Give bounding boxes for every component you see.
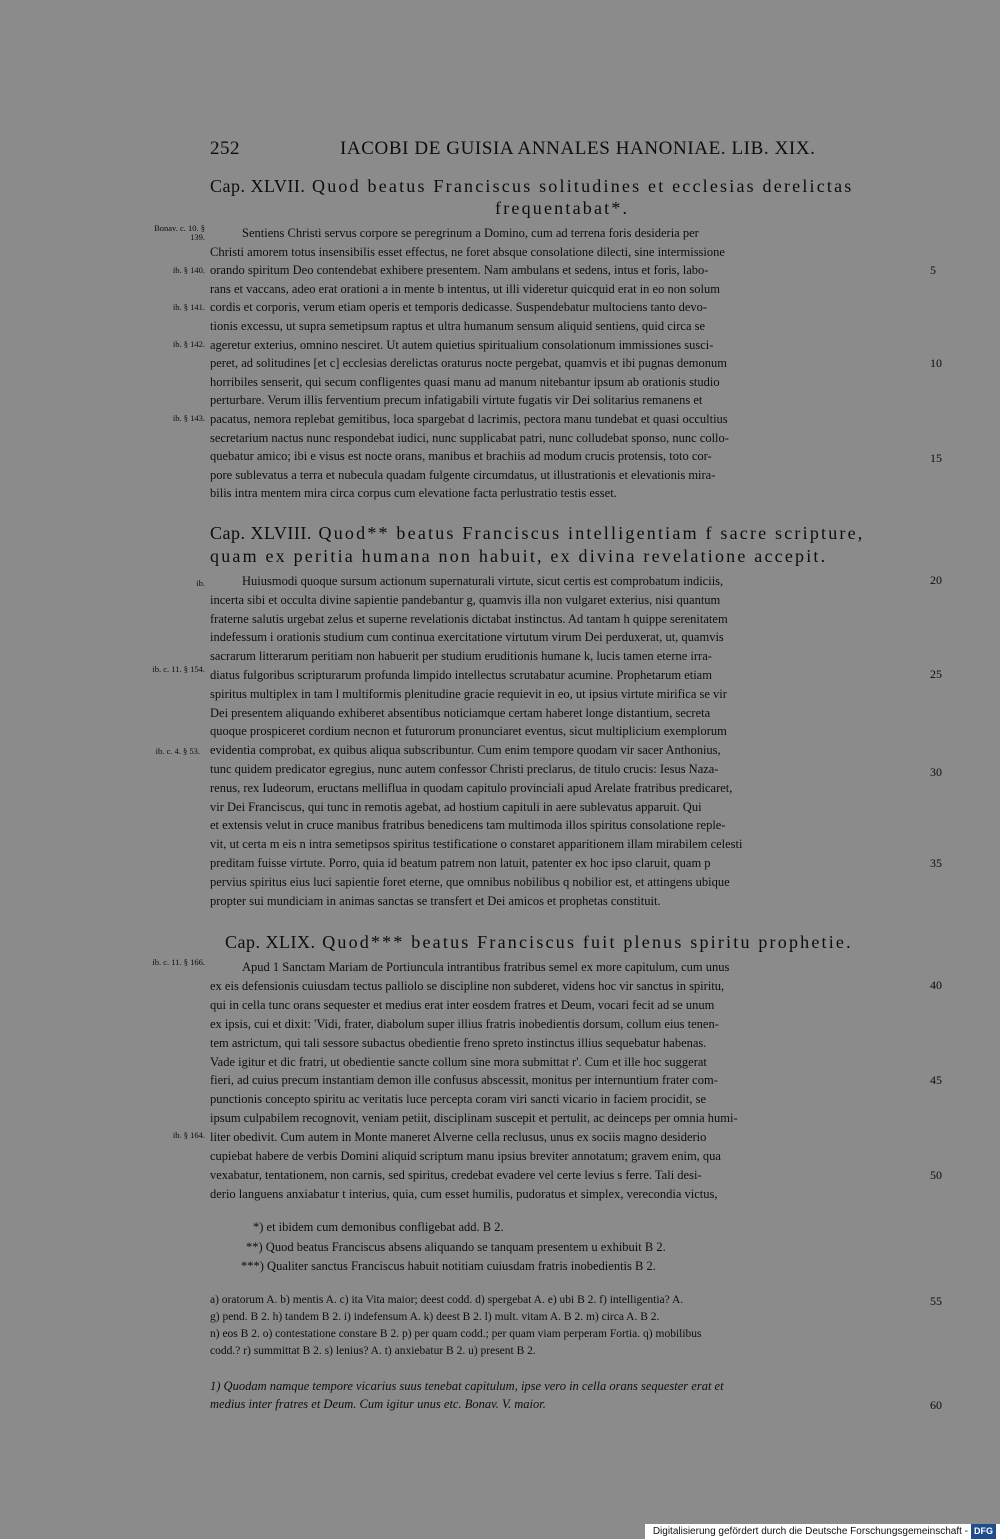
text-line: secretarium nactus nunc respondebat iudici, nunc supplicabat patri, nunc colludebat sponso, nunc collo- [210, 430, 729, 445]
line-number: 60 [930, 1398, 942, 1412]
text-line: tionis excessu, ut supra semetipsum raptus et ultra humanum sensum aliquid sentiens, quid circa se [210, 319, 706, 333]
text-line: et extensis velut in cruce manibus fratribus benedicens tam multimoda illos spiritus consolatione reple- [210, 818, 726, 833]
chapter-title: Quod** beatus Franciscus intelligentiam f sacre scripture, [318, 523, 865, 543]
text-line: horribiles senserit, qui secum confligentes quasi manu ad manum nitebantur ipsum ab orationis studio [210, 374, 720, 389]
line-number: 45 [930, 1073, 942, 1087]
text-line: qui in cella tunc orans sequester et medius erat inter eosdem fratres et Deum, vocari fecit ad se unum [210, 997, 715, 1012]
margin-reference: ib. c. 11. § 166. [152, 957, 205, 967]
text-line: Vade igitur et dic fratri, ut obedientie sancte collum sine mora submittat r'. Cum et ille hoc suggerat [210, 1054, 707, 1069]
chapter-heading-49 [225, 932, 853, 953]
text-line: quebatur amico; ibi e visus est nocte orans, manibus et brachiis ad modum crucis protensis, toto cor- [210, 449, 712, 464]
line-number: 35 [930, 856, 942, 870]
text-line: evidentia comprobat, ex quibus aliqua subscribuntur. Cum enim tempore quodam vir sacer Anthonius, [210, 743, 721, 758]
chapter-title-cont: quam ex peritia humana non habuit, ex divina revelatione accepit. [210, 546, 828, 566]
chapter-title: Quod beatus Franciscus solitudines et ecclesias derelictas [312, 176, 854, 196]
text-line: quoque prospiceret cordium necnon et futurorum pronunciaret eventus, sicut multiplicium exemplorum [210, 724, 727, 739]
text-line: preditam fuisse virtute. Porro, quia id beatum patrem non latuit, patenter ex hoc ipso claruit, quam p [210, 856, 711, 870]
text-line: tunc quidem predicator egregius, nunc autem confessor Christi preclarus, de titulo crucis: Iesus Naza- [210, 762, 719, 776]
text-line: vexabatur, tentationem, non carnis, sed spiritus, credebat evadere vel certe levius s ferre. Tali desi- [210, 1167, 702, 1182]
text-line: renus, rex Iudeorum, eructans melliflua in quodam capitulo provinciali apud Arelate fratribus predicaret, [210, 780, 733, 795]
line-number: 5 [930, 263, 936, 277]
text-line: indefessum i orationis studium cum continua exercitatione virtutum virum Dei perduxerat, ut, quamvis [210, 630, 724, 645]
running-title: IACOBI DE GUISIA ANNALES HANONIAE. LIB. XIX. [340, 138, 816, 159]
chapter-heading-48 [210, 523, 865, 544]
footnote-star: ***) Qualiter sanctus Franciscus habuit notitiam cuiusdam fratris inobedientis B 2. [241, 1259, 656, 1273]
text-line: pore sublevatus a terra et nubecula quadam fulgente circumdatus, ut illustrationis et elevationis mira- [210, 467, 716, 482]
margin-reference: ib. § 141. [172, 302, 205, 312]
text-line: pacatus, nemora replebat gemitibus, loca spargebat d lacrimis, pectora manu tundebat et quasi occultius [210, 412, 728, 426]
text-line: diatus fulgoribus scripturarum profunda limpido intellectus scrutabatur acumine. Prophetarum etiam [210, 668, 712, 682]
margin-reference: ib. c. 11. § 154. [152, 664, 205, 674]
line-number: 30 [930, 765, 942, 779]
line-number: 40 [930, 978, 942, 992]
text-line: rans et vaccans, adeo erat orationi a in mente b intentus, ut illi videretur quicquid erat in eo non solum [210, 281, 720, 296]
margin-reference: ib. [196, 578, 205, 588]
text-line: spiritus multiplex in tam l multiformis plenitudine gracie requievit in eo, ut ipsius virtute mirifica se vir [210, 686, 727, 701]
text-line: ex ipsis, cui et dixit: 'Vidi, frater, diabolum super illius fratris inobedientis dorsum, collum eius tenen- [210, 1016, 719, 1031]
text-line: vir Dei Franciscus, qui tunc in remotis agebat, ad hostium capituli in aere sublevatus apparuit. Qui [210, 799, 702, 814]
chapter-title-cont: frequentabat*. [495, 198, 630, 218]
text-line: cupiebat habere de verbis Domini aliquid scriptum manu ipsius breviter annotatum; gravem enim, qua [210, 1149, 721, 1163]
source-note: 1) Quodam namque tempore vicarius suus tenebat capitulum, ipse vero in cella orans sequester erat et [210, 1379, 724, 1393]
page-number: 252 [210, 138, 240, 159]
text-line: punctionis concepto spiritu ac veritatis luce percepta coram viri sancti vicario in faciem procidit, se [210, 1092, 706, 1107]
text-line: ageretur exterius, omnino nesciret. Ut autem quietius spiritualium consolationum immissiones susci- [210, 337, 714, 352]
text-line: Apud 1 Sanctam Mariam de Portiuncula intrantibus fratribus semel ex more capitulum, cum unus [242, 960, 730, 974]
text-line: bilis intra mentem mira circa corpus cum elevatione facta perlustratio testis esset. [210, 486, 617, 501]
footnote-star: **) Quod beatus Franciscus absens aliquando se tanquam presentem u exhibuit B 2. [246, 1240, 666, 1254]
text-line: Dei presentem aliquando exhiberet absentibus noticiamque certam haberet longe distantium, secreta [210, 705, 711, 720]
text-line: tem astrictum, qui tali sessore subactus obedientie freno spreto instinctus illius sequebatur habenas. [210, 1035, 707, 1050]
chapter-label: Cap. XLIX. [225, 932, 316, 952]
source-note: medius inter fratres et Deum. Cum igitur unus etc. Bonav. V. maior. [210, 1397, 546, 1411]
margin-reference: ib. § 140. [172, 265, 205, 275]
margin-reference: ib. § 164. [172, 1130, 205, 1140]
line-number: 20 [930, 573, 942, 587]
text-line: pervius spiritus eius luci sapientie foret eterne, que omnibus nobilibus q nobilior est, et attingens ubique [210, 874, 730, 889]
variant-line: a) oratorum A. b) mentis A. c) ita Vita maior; deest codd. d) spergebat A. e) ubi B 2. f) intelligentia? A. [210, 1294, 684, 1306]
variant-line: n) eos B 2. o) contestatione constare B 2. p) per quam codd.; per quam viam perperam Fortia. q) mobilibus [210, 1328, 702, 1340]
text-line: Huiusmodi quoque sursum actionum supernaturali virtute, sicut certis est comprobatum indiciis, [242, 574, 724, 588]
text-line: Sentiens Christi servus corpore se peregrinum a Domino, cum ad terrena foris desideria per [242, 226, 699, 240]
chapter-title: Quod*** beatus Franciscus fuit plenus spiritu prophetie. [322, 932, 853, 952]
dfg-logo: DFG [971, 1524, 996, 1539]
line-number: 25 [930, 667, 942, 681]
margin-reference: Bonav. c. 10. § 139. [154, 223, 205, 242]
line-number: 55 [930, 1294, 942, 1308]
text-line: Christi amorem totus insensibilis esset effectus, ne foret absque consolatione dilecti, sine intermissione [210, 244, 725, 259]
text-line: liter obedivit. Cum autem in Monte maneret Alverne cella reclusus, unus ex sociis magno desiderio [210, 1130, 707, 1145]
digitization-footer [645, 1524, 1000, 1539]
margin-reference: ib. § 142. [172, 339, 205, 349]
chapter-heading-47 [210, 176, 854, 197]
text-line: ipsum culpabilem recognovit, veniam petiit, disciplinam suscepit et pertulit, ac deinceps per omnia humi- [210, 1111, 738, 1126]
text-line: orando spiritum Deo contendebat exhibere presentem. Nam ambulans et sedens, intus et foris, labo- [210, 263, 709, 278]
footer-text: Digitalisierung gefördert durch die Deutsche Forschungsgemeinschaft - [652, 1526, 968, 1537]
text-line: ex eis defensionis cuiusdam tectus palliolo se disciplinе non subderet, videns hoc vir sanctus in spiritu, [210, 978, 725, 993]
chapter-label: Cap. XLVIII. [210, 523, 312, 543]
line-number: 15 [930, 451, 942, 465]
line-number: 50 [930, 1168, 942, 1182]
footnote-star: *) et ibidem cum demonibus confligebat add. B 2. [253, 1220, 504, 1234]
text-line: derio languens anxiabatur t interius, quia, cum esset humilis, pudoratus et simplex, verecondia victus, [210, 1186, 718, 1201]
margin-reference: ib. § 143. [172, 413, 205, 423]
line-number: 10 [930, 356, 942, 370]
variant-line: codd.? r) summittat B 2. s) lenius? A. t) anxiebatur B 2. u) present B 2. [210, 1345, 536, 1357]
text-line: propter sui mundiciam in animas sanctas se transfert et Dei amicos et prophetas constituit. [210, 893, 661, 908]
text-line: peret, ad solitudines [et c] ecclesias derelictas oraturus nocte pergebat, quamvis et ibi pugnas demonum [210, 356, 727, 371]
text-line: sacrarum litterarum peritiam non habuerit per studium eruditionis humane k, lucis tamen eterne irra- [210, 649, 712, 664]
text-line: vit, ut certa m eis n intra semetipsos spiritus testificatione o constaret apparitionem illam mirabilem celesti [210, 837, 743, 852]
text-line: fieri, ad cuius precum instantiam demon ille confusus abscessit, monitus per internuntium frater com- [210, 1073, 718, 1088]
text-line: perturbare. Verum illis ferventium precum infatigabili virtute fugatis vir Dei solitarius remanens et [210, 393, 703, 408]
margin-reference: ib. c. 4. § 53. [155, 746, 200, 756]
variant-line: g) pend. B 2. h) tandem B 2. i) indefensum A. k) deest B 2. l) mult. vitam A. B 2. m) circa A. B 2. [210, 1311, 660, 1323]
text-line: incerta sibi et occulta divine sapientie pandebantur g, quamvis illa non vulgaret exterius, nisi quantum [210, 592, 721, 607]
text-line: fraterne salutis urgebat zelus et superne revelationis dictabat instinctus. Ad tantam h quippe serenitatem [210, 611, 728, 626]
chapter-label: Cap. XLVII. [210, 176, 306, 196]
text-line: cordis et corporis, verum etiam operis et temporis dedicasse. Suspendebatur multociens tanto devo- [210, 300, 708, 315]
